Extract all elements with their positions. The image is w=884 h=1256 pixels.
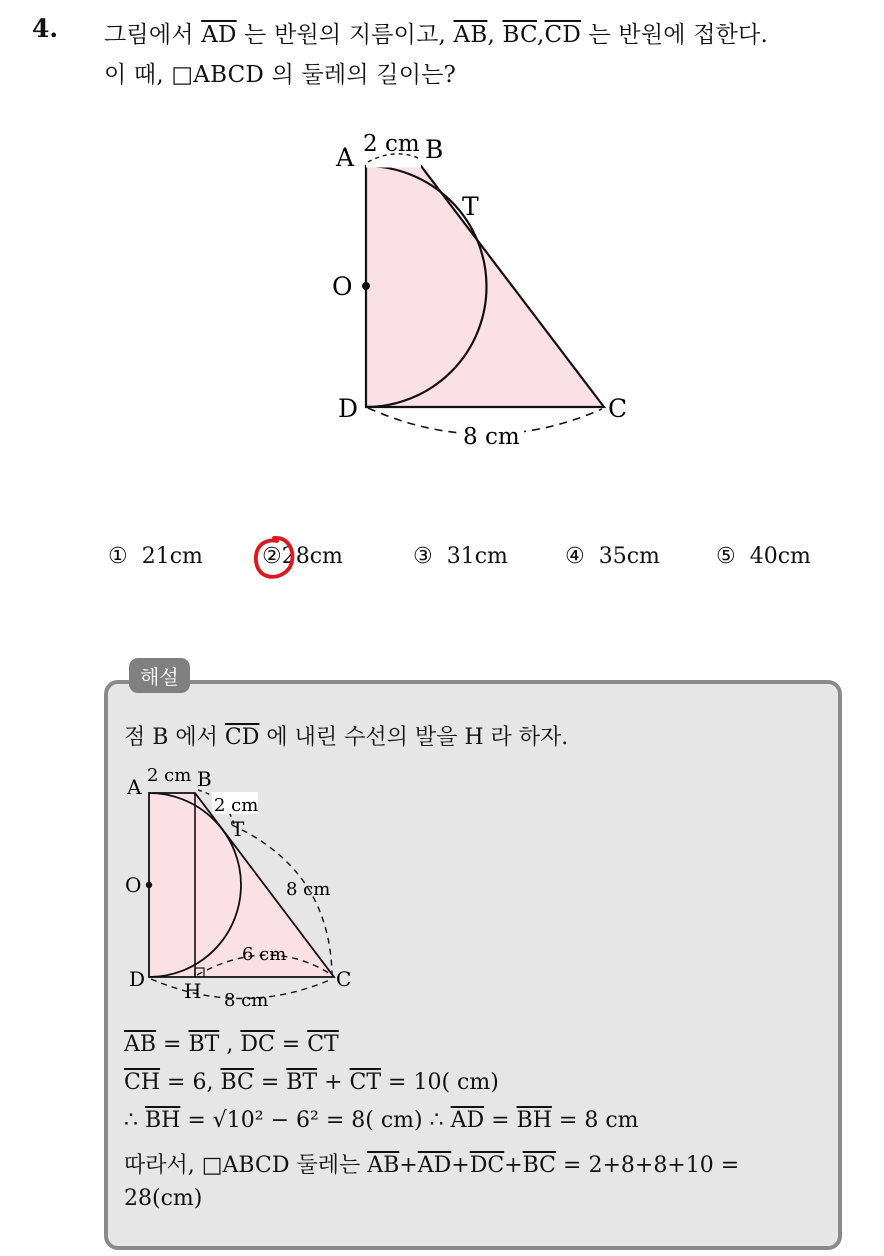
choice-2[interactable]: ②28cm — [262, 544, 343, 569]
solution-line-1: 점 B 에서 $\overline{CD}$ 에 내린 수선의 발을 H 라 하자. — [124, 725, 569, 750]
solution-tag: 해설 — [129, 658, 190, 693]
label-o: O — [332, 272, 353, 301]
label-b: B — [425, 135, 444, 164]
question-line-1: 그림에서 $\overline{AD}$ 는 반원의 지름이고, $\overline{AB}$, $\overline{BC},\overline{CD}$ 는 반원에 접한다. — [104, 22, 768, 48]
length-ab: 2 cm — [363, 131, 420, 157]
question-line-2: 이 때, □ABCD 의 둘레의 길이는? — [104, 62, 457, 88]
sol-label-c: C — [336, 967, 352, 991]
sol-length-ct: 8 cm — [286, 879, 331, 900]
solution-figure — [120, 760, 370, 1020]
sol-length-ab: 2 cm — [147, 765, 192, 786]
question-number: 4. — [32, 14, 59, 43]
label-t: T — [462, 192, 479, 221]
sol-label-h: H — [184, 979, 202, 1003]
solution-eq-3: ∴ $\overline{BH} = √10^2 - 6^2 = 8$( cm) ∴ $\overline{AD} = \overline{BH} = 8$ cm — [124, 1108, 639, 1133]
choice-1[interactable]: ① 21cm — [108, 544, 203, 569]
sol-label-d: D — [129, 967, 146, 991]
sol-label-a: A — [127, 775, 142, 799]
sol-length-hc: 6 cm — [242, 944, 287, 965]
selected-answer-mark — [251, 533, 297, 583]
length-dc: 8 cm — [463, 424, 520, 450]
label-a: A — [336, 143, 355, 172]
sol-label-o: O — [125, 873, 142, 897]
sol-length-dc: 8 cm — [224, 990, 269, 1011]
choice-5[interactable]: ⑤ 40cm — [716, 544, 811, 569]
figure-semicircle-trapezoid — [320, 120, 650, 460]
label-d: D — [338, 394, 359, 423]
sol-length-bt: 2 cm — [214, 795, 259, 816]
center-point-o — [362, 282, 370, 290]
solution-eq-1: $\overline{AB} = \overline{BT}$ , $\overline{DC} = \overline{CT}$ — [124, 1032, 339, 1057]
choice-4[interactable]: ④ 35cm — [565, 544, 660, 569]
sol-label-t: T — [231, 817, 245, 841]
solution-eq-2: $\overline{CH} = 6$, $\overline{BC} = \overline{BT} + \overline{CT} = 10$( cm) — [124, 1070, 499, 1095]
solution-eq-4: 따라서, □ABCD 둘레는 $\overline{AB}+\overline{AD}+\overline{DC}+\overline{BC} = 2+8+8+10$ = — [124, 1153, 740, 1178]
choice-3[interactable]: ③ 31cm — [413, 544, 508, 569]
sol-label-b: B — [197, 767, 212, 791]
solution-eq-5: 28(cm) — [124, 1186, 203, 1211]
label-c: C — [608, 394, 628, 423]
